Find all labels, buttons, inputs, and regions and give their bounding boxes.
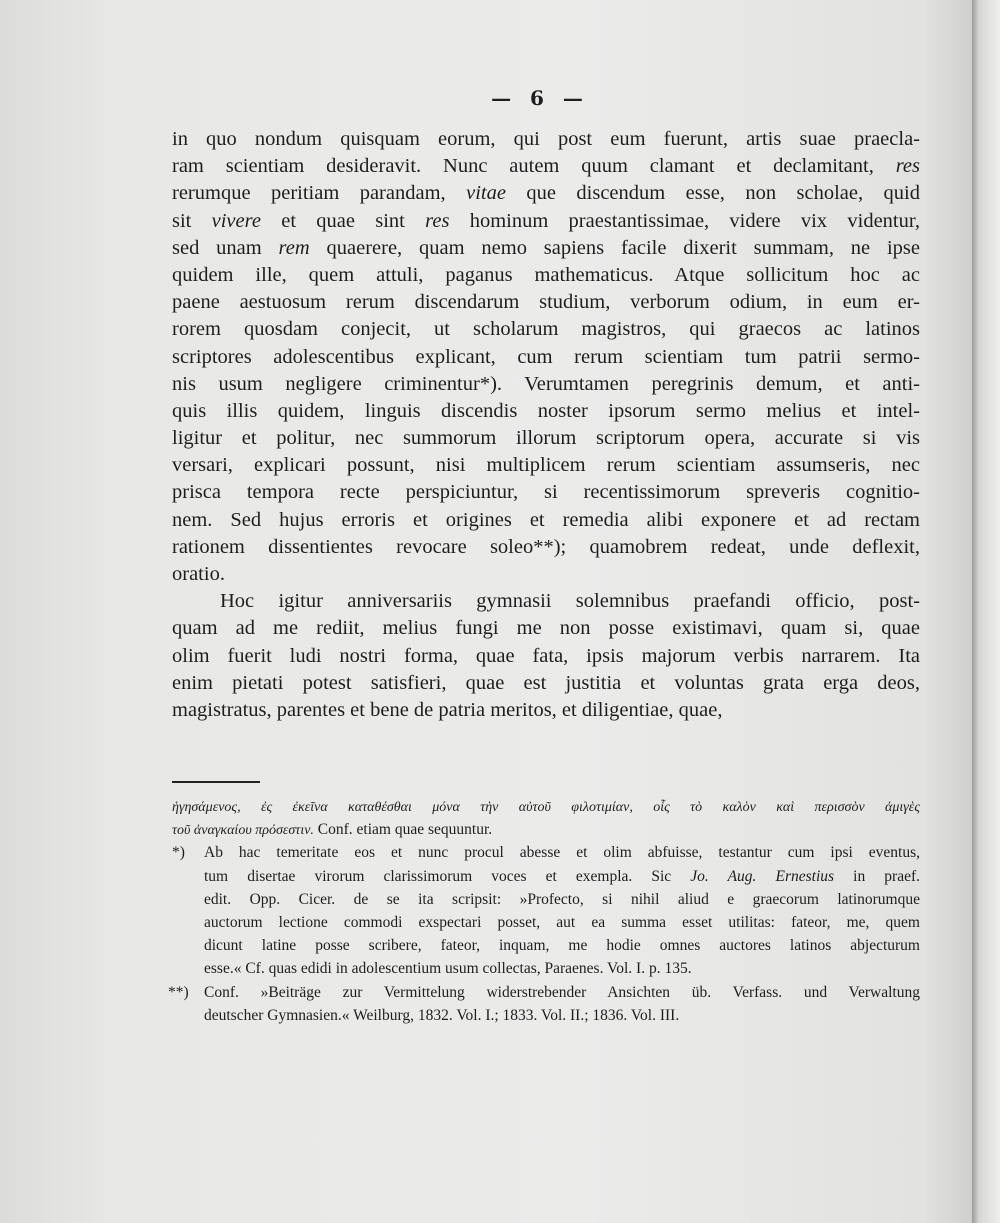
text-segment: versari, explicari possunt, nisi multiplicem rerum scientiam assumseris, nec (172, 454, 920, 477)
text-line (172, 180, 920, 207)
text-segment: hominum praestantissimae, videre vix videntur, (449, 209, 920, 232)
text-line (172, 316, 920, 343)
text-line (172, 262, 920, 289)
text-line (204, 957, 920, 980)
footnote-1-mark: *) (172, 844, 185, 862)
text-segment: nis usum negligere criminentur*). Verumtamen peregrinis demum, et anti- (172, 372, 920, 395)
italic-text: τοῦ ἀναγκαίου πρόσεστιν. (172, 823, 314, 839)
text-line (172, 126, 920, 153)
text-segment: edit. Opp. Cicer. de se ita scripsit: »Profecto, si nihil aliud e graecorum latinorumque (204, 890, 920, 908)
text-segment: quidem ille, quem attuli, paganus mathematicus. Atque sollicitum hoc ac (172, 263, 920, 286)
text-segment: prisca tempora recte perspiciuntur, si recentissimorum spreveris cognitio- (172, 481, 920, 504)
text-segment: rorem quosdam conjecit, ut scholarum magistros, qui graecos ac latinos (172, 318, 920, 341)
text-segment: quaerere, quam nemo sapiens facile dixerit summam, ne ipse (309, 236, 920, 259)
footnote-2 (168, 981, 920, 1027)
text-segment: Conf. etiam quae sequuntur. (313, 821, 493, 839)
italic-text: Jo. Aug. Ernestius (690, 867, 835, 885)
text-segment: dicunt latine posse scribere, fateor, inquam, me hodie omnes auctores latinos abjecturum (204, 937, 920, 955)
italic-text: vivere (211, 209, 261, 232)
footnote-1 (172, 841, 920, 980)
italic-text: res (895, 155, 920, 178)
text-segment: quis illis quidem, linguis discendis noster ipsorum sermo melius et intel- (172, 399, 920, 422)
italic-text: res (425, 209, 450, 232)
text-segment: in praef. (834, 867, 920, 885)
text-line (172, 289, 920, 316)
text-line (172, 452, 920, 479)
text-segment: in quo nondum quisquam eorum, qui post eum fuerunt, artis suae praecla- (172, 128, 920, 150)
text-line (204, 981, 920, 1004)
text-segment: olim fuerit ludi nostri forma, quae fata, ipsis majorum verbis narrarem. Ita (172, 644, 920, 667)
italic-text: vitae (466, 182, 506, 205)
italic-text: ἡγησάμενος, ἐς ἐκεῖνα καταθέσθαι μόνα τὴν αὐτοῦ φιλοτιμίαν, οἷς τὸ καλὸν καὶ περισσὸν ἀμιγὲς (172, 800, 920, 815)
text-segment: sit (172, 209, 212, 232)
text-segment: Conf. »Beiträge zur Vermittelung widerstrebender Ansichten üb. Verfass. und Verwaltung (204, 983, 920, 1001)
text-line (204, 841, 920, 864)
text-segment: scriptores adolescentibus explicant, cum rerum scientiam tum patrii sermo- (172, 345, 920, 368)
footnote-2-mark: **) (168, 983, 189, 1001)
italic-text: rem (278, 236, 310, 259)
text-line (204, 911, 920, 934)
text-line (204, 865, 920, 888)
text-segment: magistratus, parentes et bene de patria meritos, et diligentiae, quae, (172, 698, 723, 721)
text-line (172, 588, 920, 615)
text-segment: tum disertae virorum clarissimorum voces et exempla. Sic (204, 867, 691, 885)
text-line (172, 561, 920, 588)
text-line (172, 371, 920, 398)
text-line (172, 235, 920, 262)
text-segment: Hoc igitur anniversariis gymnasii solemnibus praefandi officio, post- (220, 590, 920, 613)
text-segment: deutscher Gymnasien.« Weilburg, 1832. Vol. I.; 1833. Vol. II.; 1836. Vol. III. (204, 1006, 680, 1024)
page-number: — 6 — (491, 86, 589, 110)
text-line (172, 479, 920, 506)
text-segment: auctorum lectione commodi exspectari posset, aut ea summa esset utilitas: fateor, me, quem (204, 913, 920, 931)
text-line (172, 643, 920, 670)
text-segment: paene aestuosum rerum discendarum studium, verborum odium, in eum er- (172, 291, 920, 314)
text-line (172, 795, 920, 818)
text-line (204, 888, 920, 911)
text-segment: ram scientiam desideravit. Nunc autem quum clamant et declamitant, (172, 155, 896, 178)
text-segment: rerumque peritiam parandam, (172, 182, 467, 205)
text-line (172, 697, 920, 724)
footnotes (168, 795, 920, 1027)
text-line (204, 1004, 920, 1027)
text-segment: quam ad me rediit, melius fungi me non posse existimavi, quam si, quae (172, 617, 920, 640)
text-line (172, 507, 920, 534)
text-segment: sed unam (172, 236, 279, 259)
main-text (172, 126, 920, 724)
text-line (172, 153, 920, 180)
text-line (172, 670, 920, 697)
text-segment: esse.« Cf. quas edidi in adolescentium usum collectas, Paraenes. Vol. I. p. 135. (204, 960, 692, 978)
text-segment: oratio. (172, 563, 225, 585)
page-gutter (972, 0, 1000, 1223)
text-line (172, 425, 920, 452)
text-segment: Ab hac temeritate eos et nunc procul abesse et olim abfuisse, testantur cum ipsi eventus, (204, 844, 920, 862)
text-segment: et quae sint (260, 209, 426, 232)
text-segment: nem. Sed hujus erroris et origines et remedia alibi exponere et ad rectam (172, 508, 920, 531)
text-line (172, 818, 920, 841)
text-segment: enim pietati potest satisfieri, quae est justitia et voluntas grata erga deos, (172, 671, 920, 694)
footnote-continued (172, 795, 920, 841)
text-line (172, 344, 920, 371)
footnote-rule (172, 781, 260, 783)
text-line (172, 534, 920, 561)
text-line (172, 398, 920, 425)
text-line (204, 934, 920, 957)
text-segment: rationem dissentientes revocare soleo**); quamobrem redeat, unde deflexit, (172, 535, 920, 558)
text-segment: ligitur et politur, nec summorum illorum scriptorum opera, accurate si vis (172, 427, 920, 450)
text-line (172, 615, 920, 642)
text-segment: que discendum esse, non scholae, quid (505, 182, 920, 205)
text-line (172, 208, 920, 235)
